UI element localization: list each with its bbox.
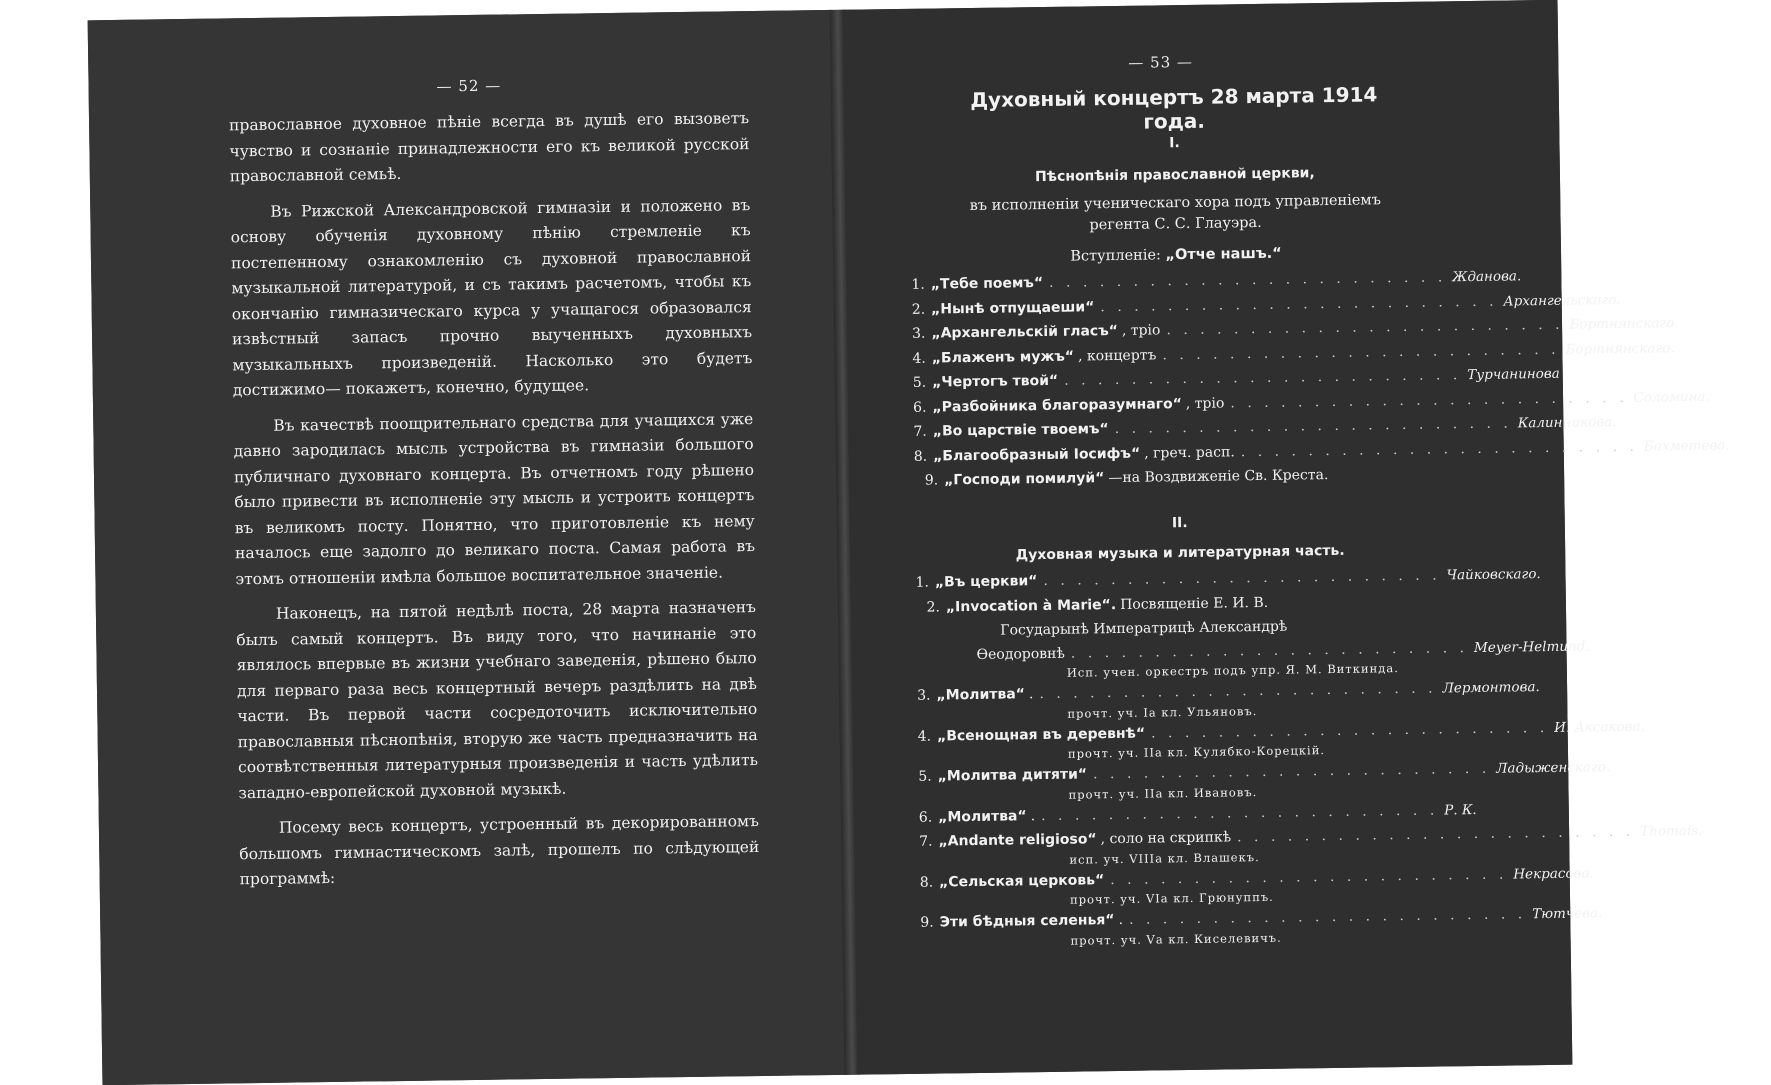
- item-note: Государынѣ Императрицѣ Александрѣ: [1000, 619, 1287, 639]
- item-title: „Во царствіе твоемъ“: [933, 421, 1109, 439]
- item-number: 7.: [919, 834, 933, 850]
- item-author: Калинникова.: [1518, 414, 1636, 432]
- item-performer: прочт. уч. Vа кл. Киселевичъ.: [1070, 928, 1440, 949]
- item-note: Ѳеодоровнѣ: [976, 646, 1065, 663]
- item-number: 1.: [911, 277, 925, 293]
- item-title: „Господи помилуй“: [944, 470, 1104, 488]
- item-number: 3.: [912, 326, 926, 342]
- item-number: 4.: [918, 728, 932, 744]
- item-performer: прочт. уч. IIа кл. Кулябко-Корецкій.: [1068, 742, 1438, 763]
- leader-dots: . . . . . . . . . . . . . . . . . . . . . . . .: [1093, 761, 1490, 783]
- item-title: „Тебе поемъ“: [931, 275, 1044, 293]
- item-title: „Invocation à Marie“.: [946, 597, 1116, 615]
- item-number: 4.: [912, 350, 926, 366]
- item-author: И. Аксакова.: [1554, 718, 1672, 736]
- leader-dots: . . . . . . . . . . . . . . . . . . . . . . . .: [1166, 317, 1563, 339]
- leader-dots: . . . . . . . . . . . . . . . . . . . . . . . .: [1162, 341, 1559, 363]
- item-number: 5.: [918, 769, 932, 785]
- part1-heading: Пѣснопѣнія православной церкви,: [945, 164, 1405, 186]
- item-note: .: [1031, 808, 1036, 824]
- item-note: , соло на скрипкѣ: [1101, 829, 1232, 847]
- part1-numeral: I.: [944, 132, 1404, 154]
- item-performer: прочт. уч. Іа кл. Ульяновъ.: [1067, 701, 1437, 722]
- leader-dots: . . . . . . . . . . . . . . . . . . . . . . . .: [1041, 802, 1438, 824]
- right-page: [843, 0, 1573, 1075]
- item-number: 7.: [913, 424, 927, 440]
- item-author: Ладыженскаго.: [1496, 759, 1614, 777]
- item-note: .: [1029, 686, 1034, 702]
- item-author: Р. К.: [1444, 800, 1562, 818]
- paragraph: Въ Рижской Александровской гимназіи и положено въ основу обученія духовному пѣнію стремленіе къ постепенному ознакомленію съ духовной православной музыкальной литературой, и съ такимъ расчетомъ, чтобы къ окончанію гимназическаго курса у учащагося образовался извѣстный запасъ прочно выученныхъ духовныхъ музыкальныхъ произведеній. Насколько это будетъ достижимо— покажетъ, конечно, будущее.: [230, 193, 753, 404]
- leader-dots: . . . . . . . . . . . . . . . . . . . . . . . .: [1115, 415, 1512, 437]
- item-author: Тютчева.: [1532, 905, 1650, 923]
- item-note: —на Воздвиженіе Св. Креста.: [1108, 467, 1328, 486]
- item-author: Бортнянскаго.: [1565, 340, 1683, 358]
- leader-dots: . . . . . . . . . . . . . . . . . . . . . . . .: [1064, 367, 1461, 389]
- item-title: „Въ церкви“: [935, 573, 1038, 590]
- item-title: „Всенощная въ деревнѣ“: [937, 725, 1145, 744]
- paragraph: Въ качествѣ поощрительнаго средства для учащихся уже давно зародилась мысль устройства въ гимназіи большого публичнаго духовнаго концерта. Въ отчетномъ году рѣшено было привести въ исполненіе эту мысль и устроить концертъ въ великомъ посту. Понятно, что приготовленіе къ нему началось еще задолго до великаго поста. Самая работа въ этомъ отношеніи имѣла большое воспитательное значеніе.: [233, 407, 755, 593]
- intro-title: „Отче нашъ.“: [1165, 246, 1281, 264]
- item-title: „Чертогъ твой“: [932, 373, 1058, 391]
- page-number-left: — 52 —: [436, 77, 501, 96]
- item-author: Чайковскаго.: [1446, 566, 1564, 584]
- item-number: 6.: [913, 399, 927, 415]
- item-title: „Молитва“: [936, 686, 1025, 703]
- item-note: .: [1118, 912, 1123, 928]
- item-author: Соломина.: [1633, 388, 1751, 406]
- item-note: Посвященіе Е. И. В.: [1120, 594, 1268, 612]
- item-title: „Молитва“: [938, 808, 1027, 825]
- item-author: Жданова.: [1452, 268, 1570, 286]
- leader-dots: . . . . . . . . . . . . . . . . . . . . . . . .: [1230, 389, 1627, 411]
- item-number: 5.: [913, 375, 927, 391]
- item-title: „Andante religioso“: [938, 831, 1096, 849]
- item-title: „Архангельскій гласъ“: [931, 323, 1118, 342]
- part2-heading: Духовная музыка и литературная часть.: [950, 542, 1410, 564]
- item-title: „Молитва дитяти“: [938, 766, 1088, 784]
- left-page-text: [229, 106, 760, 903]
- leader-dots: . . . . . . . . . . . . . . . . . . . . . . . .: [1110, 866, 1507, 888]
- item-title: „Благообразный Іосифъ“: [933, 445, 1140, 464]
- item-number: 9.: [914, 472, 938, 488]
- paragraph: Посему весь концертъ, устроенный въ декорированномъ большомъ гимнастическомъ залѣ, прошелъ по слѣдующей программѣ:: [239, 809, 760, 893]
- part2-numeral: II.: [950, 512, 1410, 534]
- scanned-book-spread: [88, 0, 1573, 1085]
- paragraph: Наконецъ, на пятой недѣлѣ поста, 28 марта назначенъ былъ самый концертъ. Въ виду того, что начинаніе это являлось впервые въ жизни учебнаго заведенія, рѣшено было для перваго раза весь концертный вечеръ раздѣлить на двѣ части. Въ первой части сосредоточить исключительно православныя пѣснопѣнія, вторую же часть предназначить на соотвѣтственныя литературныя произведенія и часть удѣлить западно-европейской духовной музыкѣ.: [236, 595, 759, 806]
- item-author: Бахметева.: [1644, 436, 1762, 454]
- item-number: 9.: [920, 915, 934, 931]
- item-performer: Исп. учен. оркестръ подъ упр. Я. М. Виткинда.: [1067, 661, 1437, 682]
- leader-dots: . . . . . . . . . . . . . . . . . . . . . . . .: [1071, 640, 1468, 662]
- item-author: Архангельскаго.: [1503, 291, 1621, 309]
- item-title: „Сельская церковь“: [939, 872, 1104, 890]
- item-title: „Нынѣ отпущаеши“: [931, 299, 1094, 317]
- item-performer: прочт. уч. IIа кл. Ивановъ.: [1068, 782, 1438, 803]
- part2-program-list: [915, 568, 1440, 956]
- item-author: Бортнянскаго.: [1569, 315, 1687, 333]
- leader-dots: . . . . . . . . . . . . . . . . . . . . . . . .: [1049, 269, 1446, 291]
- item-note: , концертъ: [1078, 347, 1157, 364]
- item-number: 3.: [917, 688, 931, 704]
- part1-intro: [946, 242, 1406, 269]
- item-title: Эти бѣдныя селенья“: [940, 912, 1115, 930]
- left-page: [88, 10, 848, 1085]
- leader-dots: . . . . . . . . . . . . . . . . . . . . . . . .: [1100, 293, 1497, 315]
- leader-dots: . . . . . . . . . . . . . . . . . . . . . . . .: [1237, 824, 1634, 846]
- item-number: 2.: [912, 301, 926, 317]
- item-number: 8.: [920, 874, 934, 890]
- page-number-right: — 53 —: [1128, 53, 1193, 72]
- concert-title: Духовный концертъ 28 марта 1914 года.: [944, 82, 1405, 136]
- paragraph: православное духовное пѣніе всегда въ душѣ его вызоветъ чувство и сознаніе принадлежности его къ великой русской православной семьѣ.: [229, 106, 750, 190]
- item-author: Thomais.: [1640, 822, 1758, 840]
- item-author: Некрасова.: [1513, 864, 1631, 882]
- item-note: , тріо: [1186, 395, 1225, 412]
- item-title: „Разбойника благоразумнаго“: [932, 396, 1182, 415]
- item-author: Лермонтова.: [1442, 679, 1560, 697]
- item-note: , тріо: [1122, 322, 1161, 339]
- leader-dots: . . . . . . . . . . . . . . . . . . . . . . . .: [1151, 719, 1548, 741]
- item-note: , греч. расп.: [1144, 444, 1235, 461]
- item-performer: исп. уч. VIIIа кл. Влашекъ.: [1069, 847, 1439, 868]
- part1-program-list: [911, 270, 1434, 498]
- leader-dots: . . . . . . . . . . . . . . . . . . . . . . . .: [1129, 906, 1526, 928]
- item-performer: прочт. уч. VIа кл. Грюнуппъ.: [1070, 888, 1440, 909]
- item-number: 2.: [916, 599, 940, 615]
- intro-label: Вступленіе:: [1070, 247, 1161, 264]
- item-number: 1.: [915, 575, 929, 591]
- leader-dots: . . . . . . . . . . . . . . . . . . . . . . . .: [1043, 567, 1440, 589]
- part1-subtitle: въ исполненіи ученическаго хора подъ управленіемъ регента С. С. Глауэра.: [945, 190, 1406, 238]
- item-author: Турчанинова: [1467, 365, 1585, 383]
- item-number: 8.: [914, 448, 928, 464]
- leader-dots: . . . . . . . . . . . . . . . . . . . . . . . .: [1241, 438, 1638, 460]
- item-title: „Блаженъ мужъ“: [932, 348, 1075, 366]
- item-number: 6.: [919, 809, 933, 825]
- leader-dots: . . . . . . . . . . . . . . . . . . . . . . . .: [1039, 681, 1436, 703]
- item-author: Meyer-Helmund.: [1474, 638, 1592, 656]
